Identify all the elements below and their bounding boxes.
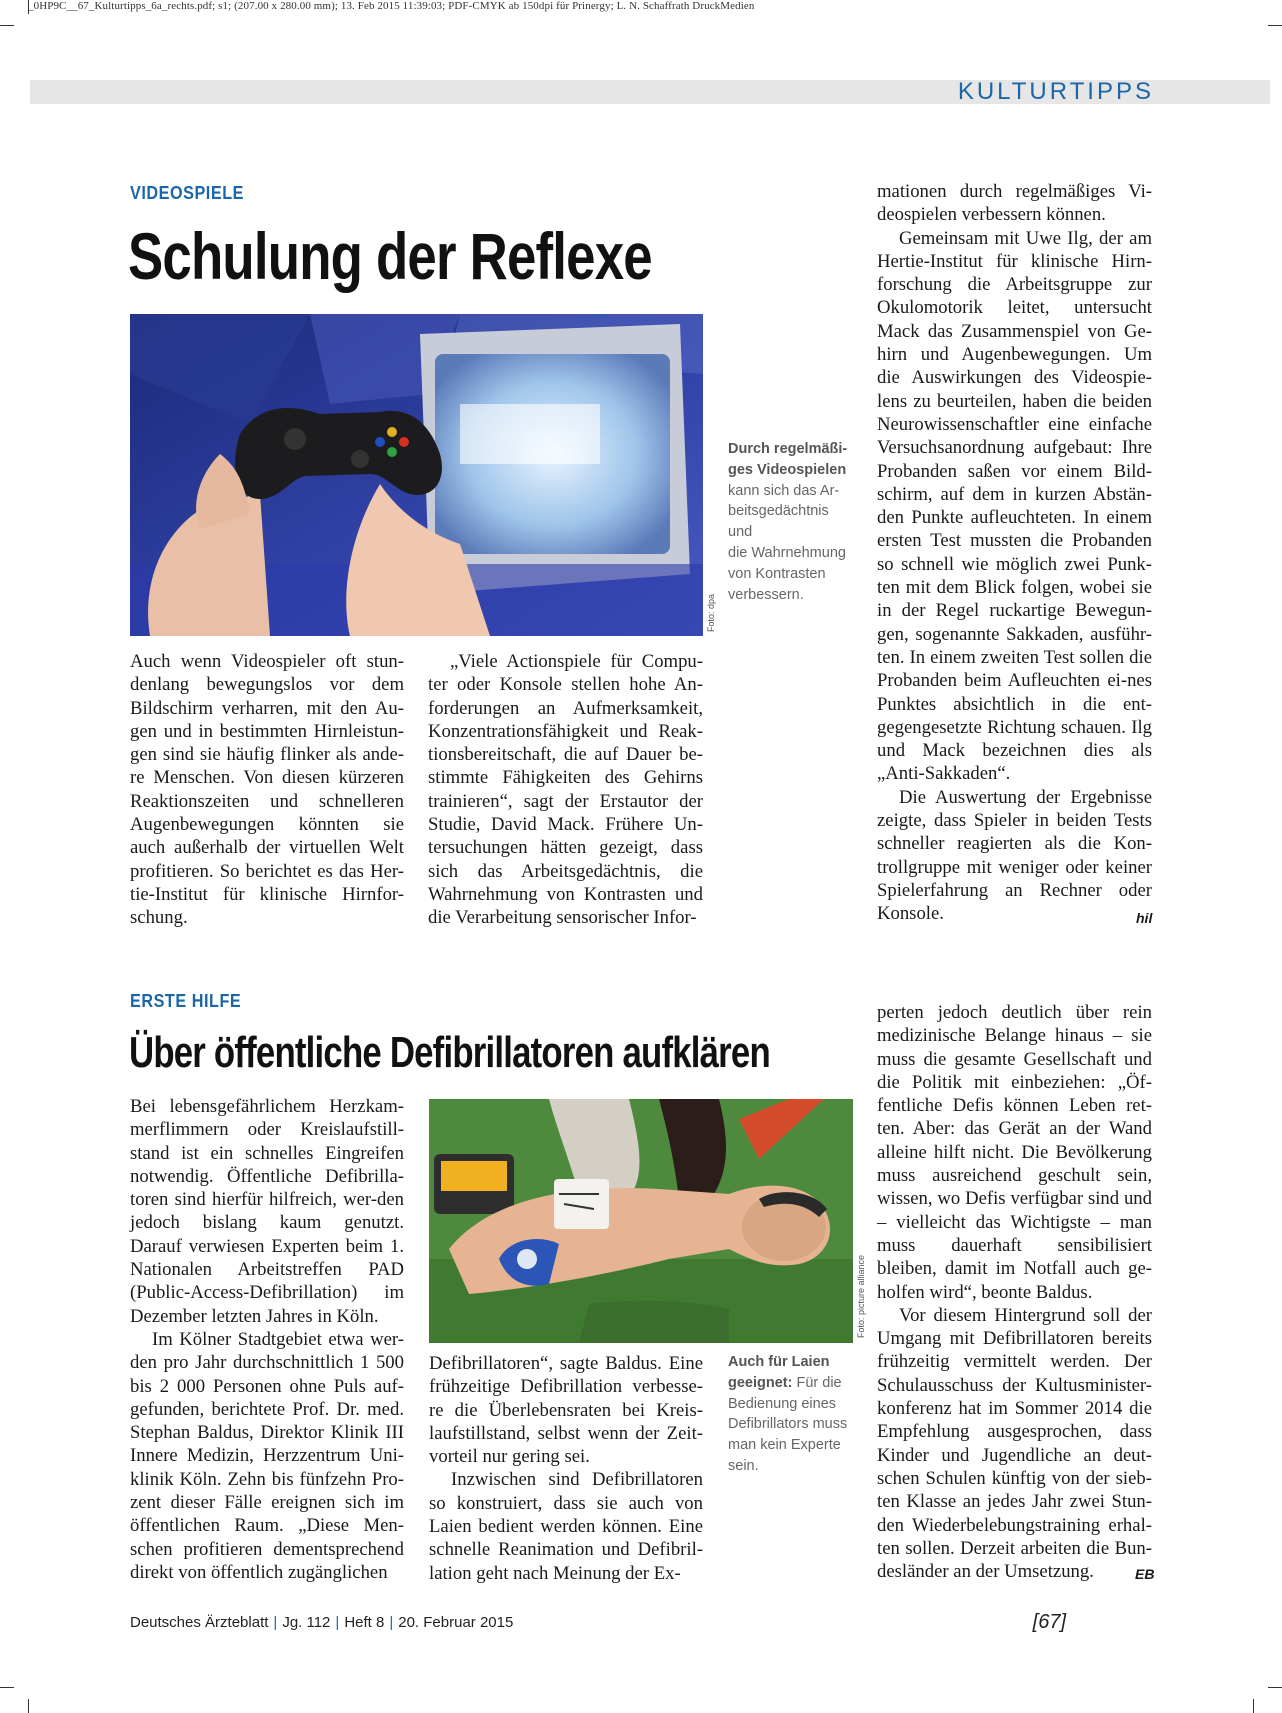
- crop-mark: [1253, 1699, 1254, 1713]
- page-footer: [130, 1614, 513, 1631]
- caption-lead: Auch für Laien geeignet:: [728, 1354, 830, 1391]
- footer-separator: |: [273, 1614, 278, 1631]
- cpr-manikin-illustration: [429, 1099, 853, 1343]
- crop-mark: [1268, 1687, 1282, 1688]
- footer-separator: |: [389, 1614, 394, 1631]
- paragraph: Gemeinsam mit Uwe Ilg, der am Hertie-Institut für klinische Hirn-forschung die Arbeitsgruppe zur Okulomotorik leitet, untersucht Mack das Zusammenspiel von Ge-hirn und Augenbewegungen. Um die Auswirkungen des Videospie-lens zu beurteilen, haben die beiden Neurowissenschaftler eine einfache Versuchsanordnung aufgebaut: Ihre Probanden saßen vor einem Bild-schirm, auf dem in kurzen Abstän-den Punkte aufleuchteten. In einem ersten Test mussten die Probanden so schnell wie möglich zwei Punk-ten mit dem Blick folgen, wobei sie in der Regel ruckartige Bewegun-gen, sogenannte Sakkaden, ausführ-ten. In einem zweiten Test sollen die Probanden beim Aufleuchten ei-nes Punktes absichtlich in die ent-gegengesetzte Richtung schauen. Ilg und Mack bezeichnen dies als „Anti-Sakkaden“.: [877, 227, 1152, 785]
- article-column-1: [130, 1095, 404, 1584]
- paragraph: Im Kölner Stadtgebiet etwa wer-den pro Jahr durchschnittlich 1 500 bis 2 000 Personen ohne Puls auf-gefunden, berichtete Prof. Dr. med. Stephan Baldus, Direktor Klinik III Innere Medizin, Herzzentrum Uni-klinik Köln. Zehn bis fünfzehn Pro-zent dieser Fälle ereignen sich im öffentlichen Raum. „Diese Men-schen profitieren dementsprechend direkt von öffentlich zugänglichen: [130, 1328, 404, 1583]
- paragraph: Defibrillatoren“, sagte Baldus. Eine frühzeitige Defibrillation verbesse-re die Überlebensraten bei Kreis-laufstillstand, selbst wenn der Zeit-vorteil nur gering sei.: [429, 1353, 703, 1468]
- journal-date: 20. Februar 2015: [398, 1614, 514, 1631]
- journal-issue: Heft 8: [344, 1614, 385, 1631]
- photo-caption: [728, 1352, 856, 1477]
- section-label: KULTURTIPPS: [957, 78, 1154, 105]
- gamepad-illustration: [130, 314, 703, 636]
- article-headline: Über öffentliche Defibrillatoren aufklären: [129, 1028, 770, 1077]
- paragraph: Vor diesem Hintergrund soll der Umgang mit Defibrillatoren bereits frühzeitig vermittelt werden. Der Schulausschuss der Kultusminister-konferenz hat im Sommer 2014 die Empfehlung ausgesprochen, dass Kinder und Jugendliche an deut-schen Schulen künftig von der sieb-ten Klasse an jedes Jahr zwei Stun-den Wiederbelebungstraining erhal-ten sollen. Derzeit arbeiten die Bun-desländer an der Umsetzung.: [877, 1304, 1152, 1583]
- caption-text: Für die Bedienung eines Defibrillators muss man kein Experte sein.: [728, 1374, 848, 1474]
- crop-mark: [0, 25, 14, 26]
- crop-mark: [1268, 25, 1282, 26]
- paragraph: Inzwischen sind Defibrillatoren so konstruiert, dass sie auch von Laien bedient werden können. Eine schnelle Reanimation und Defibril-lation geht nach Meinung der Ex-: [429, 1469, 703, 1584]
- print-slug: _0HP9C__67_Kulturtipps_6a_rechts.pdf; s1; (207.00 x 280.00 mm); 13. Feb 2015 11:39:03; PDF-CMYK ab 150dpi für Prinergy; L. N. Schaffrath DruckMedien: [28, 0, 755, 12]
- paragraph: Auch wenn Videospieler oft stun-denlang bewegungslos vor dem Bildschirm verharren, mit den Au-gen und in bestimmten Hirnleistun-gen sind sie häufig flinker als ande-re Menschen. Von diesen kürzeren Reaktionszeiten und schnelleren Augenbewegungen könnten sie auch außerhalb der virtuellen Welt profitieren. So berichtet es das Her-tie-Institut für klinische Hirnfor-schung.: [130, 651, 404, 929]
- paragraph: perten jedoch deutlich über rein medizinische Belange hinaus – sie muss die gesamte Gesellschaft und die Politik mit einbeziehen: „Öf-fentliche Defis können Leben ret-ten. Aber: das Gerät an der Wand alleine hilft nicht. Die Bevölkerung muss ausreichend geschult sein, wissen, wo Defis verfügbar sind und – vielleicht das Wichtigste – man muss dauerhaft sensibilisiert bleiben, damit im Notfall auch ge-holfen wird“, beonte Baldus.: [877, 1002, 1152, 1303]
- article-column-2: [429, 1352, 703, 1585]
- crop-mark: [0, 1687, 14, 1688]
- article-column-1: [130, 650, 404, 930]
- crop-mark: [28, 1699, 29, 1713]
- article-kicker: ERSTE HILFE: [130, 991, 242, 1011]
- photo-credit: Foto: picture alliance: [856, 1254, 866, 1338]
- defibrillator-photo: [429, 1099, 853, 1343]
- gamepad-photo: [130, 314, 703, 636]
- footer-separator: |: [335, 1614, 340, 1631]
- photo-credit: Foto: dpa: [706, 593, 716, 632]
- paragraph: Die Auswertung der Ergebnisse zeigte, dass Spieler in beiden Tests schneller reagierten als die Kon-trollgruppe mit weniger oder keiner Spielerfahrung an Rechner oder Konsole.: [877, 786, 1152, 925]
- journal-volume: Jg. 112: [282, 1614, 331, 1631]
- paragraph: Bei lebensgefährlichem Herzkam-merflimmern oder Kreislaufstill-stand ist ein schnelles Eingreifen notwendig. Öffentliche Defibrilla-toren sind hierfür hilfreich, wer-den jedoch bislang kaum genutzt. Darauf verwiesen Experten beim 1. Nationalen Arbeitstreffen PAD (Public-Access-Defibrillation) im Dezember letzten Jahres in Köln.: [130, 1096, 404, 1327]
- article-headline: Schulung der Reflexe: [128, 219, 652, 293]
- article-column-3: [877, 1001, 1155, 1583]
- author-signature: hil: [1136, 910, 1153, 926]
- caption-text: kann sich das Ar- beitsgedächtnis und die Wahrnehmung von Kontrasten verbessern.: [728, 482, 846, 603]
- article-column-3: [877, 180, 1152, 926]
- paragraph: mationen durch regelmäßiges Vi-deospielen verbessern können.: [877, 181, 1152, 226]
- journal-name: Deutsches Ärzteblatt: [130, 1614, 269, 1631]
- caption-lead: Durch regelmäßi- ges Videospielen: [728, 441, 848, 478]
- article-kicker: VIDEOSPIELE: [130, 183, 244, 203]
- author-signature: EB: [1135, 1566, 1155, 1582]
- photo-caption: [728, 439, 856, 605]
- page-number: [67]: [1032, 1611, 1066, 1633]
- paragraph: „Viele Actionspiele für Compu-ter oder Konsole stellen hohe An-forderungen an Aufmerksamkeit, Konzentrationsfähigkeit und Reak-tionsbereitschaft, die auf Dauer be-stimmte Fähigkeiten des Gehirns trainieren“, sagt der Erstautor der Studie, David Mack. Frühere Un-tersuchungen hätten gezeigt, dass sich das Arbeitsgedächtnis, die Wahrnehmung von Kontrasten und die Verarbeitung sensorischer Infor-: [428, 651, 703, 929]
- article-column-2: [428, 650, 703, 930]
